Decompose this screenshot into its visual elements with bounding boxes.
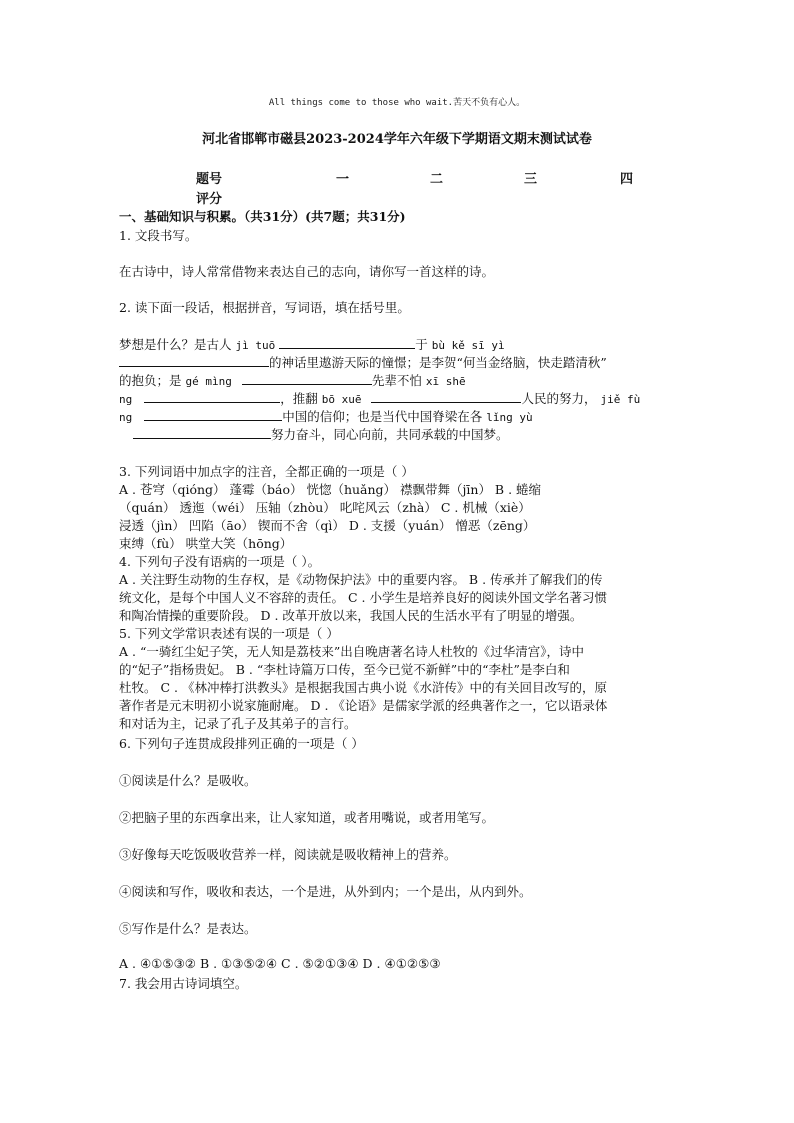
score-label-question: 题号 [196,172,223,187]
question-2-stem: 2. 读下面一段话，根据拼音，写词语，填在括号里。 [119,300,410,315]
answer-blank[interactable] [144,407,282,421]
question-7-stem: 7. 我会用古诗词填空。 [119,976,248,991]
question-5-stem: 5. 下列文学常识表述有误的一项是（ ） [119,626,339,641]
question-1-prompt: 在古诗中，诗人常常借物来表达自己的志向，请你写一首这样的诗。 [119,264,495,279]
question-3-options-line: （quán） 透迤（wéi） 压轴（zhòu） 叱咤风云（zhà） C . 机械（xiè） [119,500,531,515]
question-3-stem: 3. 下列词语中加点字的注音，全都正确的一项是（ ） [119,464,414,479]
question-2-line-6 [119,425,509,443]
question-1-stem: 1. 文段书写。 [119,228,198,243]
passage-text: 的抱负；是 [119,373,182,388]
header-tagline: All things come to those who wait.苦天不负有心人。 [268,98,526,108]
answer-blank[interactable] [133,425,271,439]
question-3-options-line: 束缚（fù） 哄堂大笑（hōng） [119,536,293,551]
question-6-stem: 6. 下列句子连贯成段排列正确的一项是（ ） [119,736,364,751]
passage-text: 于 [415,337,428,352]
answer-blank[interactable] [242,371,372,385]
question-2-line-3 [119,371,466,389]
section-heading: 一、基础知识与积累。（共31分）(共7题；共31分) [119,209,406,224]
pinyin-hint: gé mìng [185,375,232,388]
question-4-stem: 4. 下列句子没有语病的一项是（ ）。 [119,554,321,569]
score-col-2: 二 [430,172,444,187]
passage-text: 人民的努力， [521,391,597,406]
score-col-4: 四 [620,172,634,187]
question-4-options-line: 统文化，是每个中国人义不容辞的责任。 C . 小学生是培养良好的阅读外国文学名著习惯 [119,590,607,605]
pinyin-hint: xī shē [425,375,466,388]
question-5-options-line: A . “一骑红尘妃子笑，无人知是荔枝来”出自晚唐著名诗人杜牧的《过华清宫》，诗中 [119,644,584,659]
question-2-line-2 [119,353,607,371]
answer-blank[interactable] [371,389,521,403]
question-2-line-1 [119,335,505,353]
question-6-sentence-4: ④阅读和写作，吸收和表达，一个是进，从外到内；一个是出，从内到外。 [119,884,532,899]
question-4-options-line: A . 关注野生动物的生存权，是《动物保护法》中的重要内容。 B . 传承并了解我们的传 [119,572,603,587]
passage-text: 中国的信仰；也是当代中国脊梁在各 [282,409,483,424]
score-col-3: 三 [524,172,538,187]
question-3-options-line: A . 苍穹（qióng） 蓬霉（báo） 恍惚（huǎng） 襟飘带舞（jīn） B . 蜷缩 [119,482,542,497]
question-2-line-4 [119,389,640,407]
question-3-options-line: 浸透（jìn） 凹陷（āo） 锲而不舍（qì） D . 支援（yuán） 憎恶（zēng） [119,518,536,533]
question-6-options: A . ④①⑤③② B . ①③⑤②④ C . ⑤②①③④ D . ④①②⑤③ [119,956,441,971]
question-6-sentence-5: ⑤写作是什么？是表达。 [119,921,257,936]
exam-title: 河北省邯郸市磁县2023-2024学年六年级下学期语文期末测试试卷 [202,132,592,147]
question-5-options-line: 杜牧。 C . 《林冲棒打洪教头》是根据我国古典小说《水浒传》中的有关回目改写的，原 [119,680,607,695]
question-5-options-line: 和对话为主，记录了孔子及其弟子的言行。 [119,716,357,731]
passage-text: ，推翻 [280,391,318,406]
pinyin-hint: bù kě sī yì [431,339,505,352]
question-5-options-line: 著作者是元末明初小说家施耐庵。 D . 《论语》是儒家学派的经典著作之一，它以语录体 [119,698,608,713]
pinyin-hint: ng [119,393,133,406]
answer-blank[interactable] [279,335,415,349]
question-4-options-line: 和陶冶情操的重要阶段。 D . 改革开放以来，我国人民的生活水平有了明显的增强。 [119,608,583,623]
question-6-sentence-1: ①阅读是什么？是吸收。 [119,773,257,788]
passage-text: 的神话里遨游天际的憧憬；是李贺“何当金络脑，快走踏清秋” [269,355,607,370]
question-5-options-line: 的“妃子”指杨贵妃。 B . “李杜诗篇万口传，至今已觉不新鲜”中的“李杜”是李白和 [119,662,570,677]
pinyin-hint: ng [119,411,133,424]
pinyin-hint: bō xuē [321,393,362,406]
passage-text: 先辈不怕 [371,373,422,388]
score-label-score: 评分 [196,192,223,207]
answer-blank[interactable] [144,389,280,403]
answer-blank[interactable] [119,353,269,367]
question-2-line-5 [119,407,533,425]
question-6-sentence-2: ②把脑子里的东西拿出来，让人家知道，或者用嘴说，或者用笔写。 [119,810,495,825]
score-col-1: 一 [336,172,350,187]
pinyin-hint: jiě fù [600,393,641,406]
passage-text: 努力奋斗，同心向前，共同承载的中国梦。 [271,427,509,442]
passage-text: 梦想是什么？是古人 [119,337,232,352]
pinyin-hint: jì tuō [235,339,276,352]
question-6-sentence-3: ③好像每天吃饭吸收营养一样，阅读就是吸收精神上的营养。 [119,847,457,862]
pinyin-hint: lǐng yù [486,411,533,424]
